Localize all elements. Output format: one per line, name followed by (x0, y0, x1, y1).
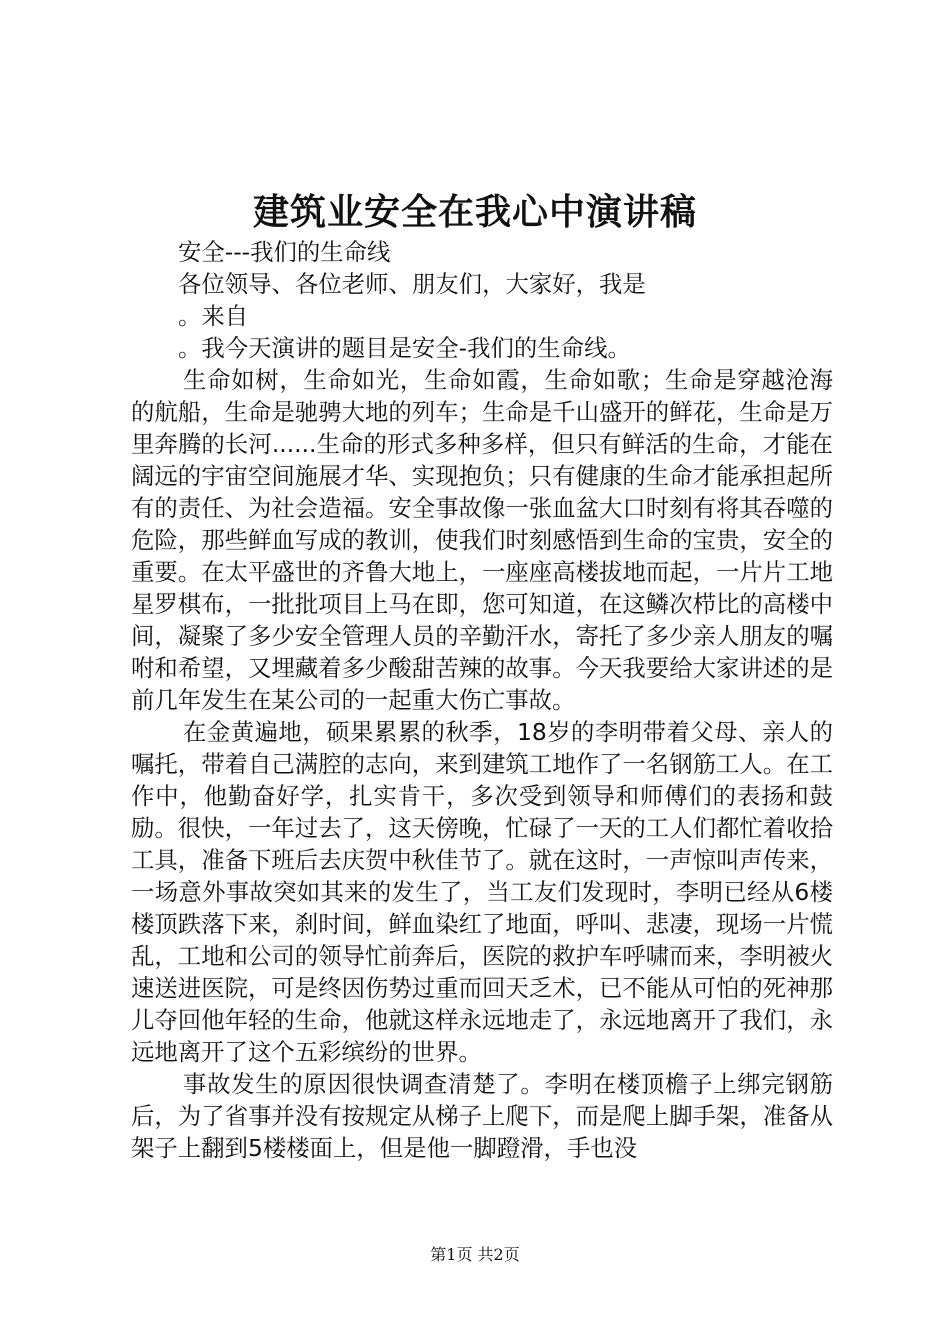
page-number-footer: 第1页 共2页 (430, 1245, 520, 1264)
body-paragraph: 在金黄遍地，硕果累累的秋季，18岁的李明带着父母、亲人的嘱托，带着自己满腔的志向，来到建筑工地作了一名钢筋工人。在工作中，他勤奋好学，扎实肯干，多次受到领导和师傅们的表扬和鼓励。很快，一年过去了，这天傍晚，忙碌了一天的工人们都忙着收拾工具，准备下班后去庆贺中秋佳节了。就在这时，一声惊叫声传来，一场意外事故突如其来的发生了，当工友们发现时，李明已经从6楼楼顶跌落下来，刹时间，鲜血染红了地面，呼叫、悲凄，现场一片慌乱，工地和公司的领导忙前奔后，医院的救护车呼啸而来，李明被火速送进医院，可是终因伤势过重而回天乏术，已不能从可怕的死神那儿夺回他年轻的生命，他就这样永远地走了，永远地离开了我们，永远地离开了这个五彩缤纷的世界。 (131, 718, 833, 1066)
body-paragraph: 事故发生的原因很快调查清楚了。李明在楼顶檐子上绑完钢筋后，为了省事并没有按规定从梯子上爬下，而是爬上脚手架，准备从架子上翻到5楼楼面上，但是他一脚蹬滑，手也没 (131, 1070, 833, 1162)
body-paragraph: 生命如树，生命如光，生命如霞，生命如歌；生命是穿越沧海的航船，生命是驰骋大地的列车；生命是千山盛开的鲜花，生命是万里奔腾的长河......生命的形式多种多样，但只有鲜活的生命，才能在阔远的宇宙空间施展才华、实现抱负；只有健康的生命才能承担起所有的责任、为社会造福。安全事故像一张血盆大口时刻有将其吞噬的危险，那些鲜血写成的教训，使我们时刻感悟到生命的宝贵，安全的重要。在太平盛世的齐鲁大地上，一座座高楼拔地而起，一片片工地星罗棋布，一批批项目上马在即，您可知道，在这鳞次栉比的高楼中间，凝聚了多少安全管理人员的辛勤汗水，寄托了多少亲人朋友的嘱咐和希望，又埋藏着多少酸甜苦辣的故事。今天我要给大家讲述的是前几年发生在某公司的一起重大伤亡事故。 (131, 366, 833, 714)
intro-line: 。我今天演讲的题目是安全-我们的生命线。 (178, 334, 631, 362)
document-body (131, 236, 833, 1164)
intro-line: 。来自 (178, 302, 249, 330)
intro-line: 安全---我们的生命线 (178, 238, 391, 266)
document-title: 建筑业安全在我心中演讲稿 (252, 191, 697, 233)
intro-line: 各位领导、各位老师、朋友们，大家好，我是 (178, 270, 646, 298)
